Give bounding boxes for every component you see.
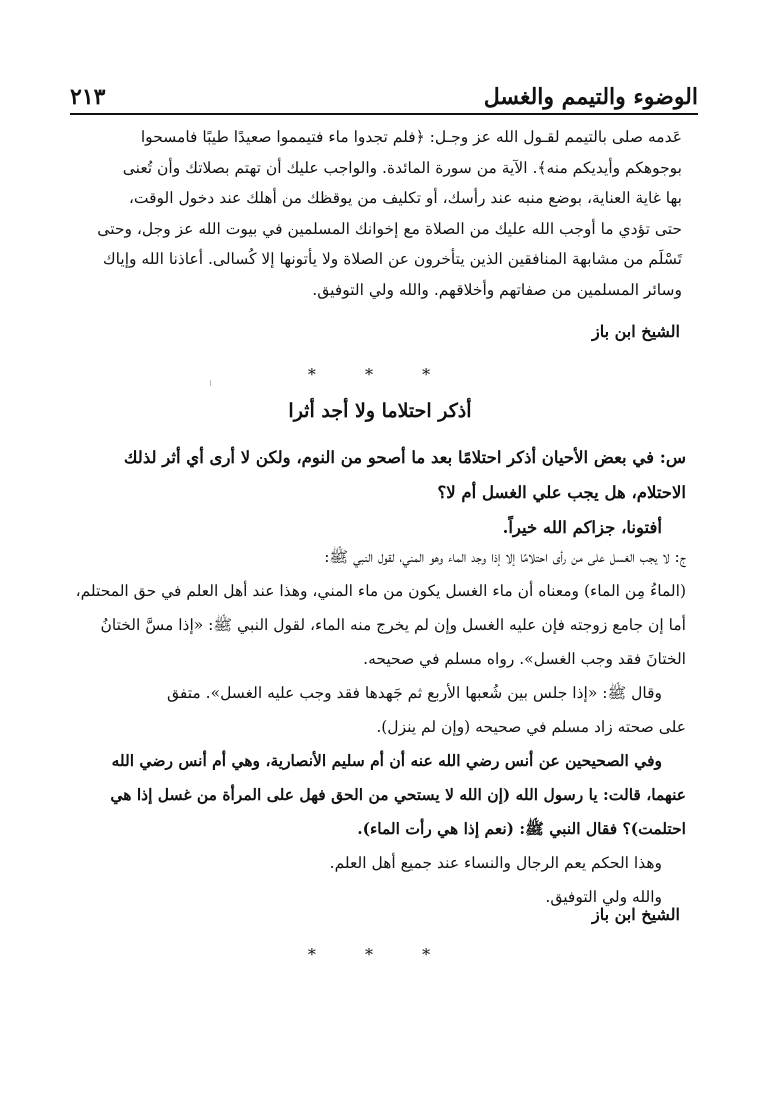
answer-line: (الماءُ مِن الماء) ومعناه أن ماء الغسل يكون من ماء المني، وهذا عند أهل العلم في حق المحتلم، [75, 582, 686, 600]
answer [74, 540, 686, 914]
answer-line: على صحته زاد مسلم في صحيحه (وإن لم ينزل). [376, 718, 686, 736]
text-line: عَدمه صلى بالتيمم لقـول الله عز وجـل: ﴿فلم تجدوا ماء فتيمموا صعيدًا طيبًا فامسحوا [140, 128, 682, 146]
answer-line: وقال ﷺ: «إذا جلس بين شُعبها الأربع ثم جَهدها فقد وجب عليه الغسل». متفق [166, 684, 662, 702]
section-heading: أذكر احتلاما ولا أجد أثرا [288, 400, 472, 422]
page-number: ٢١٣ [70, 84, 106, 110]
previous-answer-continuation [78, 122, 682, 306]
header-rule [70, 113, 698, 115]
question-line: س: في بعض الأحيان أذكر احتلامًا بعد ما أصحو من النوم، ولكن لا أرى أي أثر لذلك [123, 448, 686, 467]
signature: الشيخ ابن باز [591, 905, 680, 924]
text-line: بوجوهكم وأيديكم منه﴾. الآية من سورة المائدة. والواجب عليك أن تهتم بصلاتك وأن تُعنى [122, 158, 682, 177]
signature: الشيخ ابن باز [591, 322, 680, 341]
page-header [70, 78, 698, 110]
answer-line: وفي الصحيحين عن أنس رضي الله عنه أن أم سليم الأنصارية، وهي أم أنس رضي الله [111, 751, 662, 770]
section-divider: * * * [307, 365, 453, 384]
answer-line: الختانَ فقد وجب الغسل». رواه مسلم في صحيحه. [363, 650, 686, 668]
answer-line: والله ولي التوفيق. [545, 888, 662, 906]
scan-speck [210, 380, 211, 386]
section-divider: * * * [307, 945, 453, 964]
text-line: وسائر المسلمين من صفاتهم وأخلاقهم. والله ولي التوفيق. [312, 280, 682, 299]
text-line: تَسْلَم من مشابهة المنافقين الذين يتأخرون عن الصلاة ولا يأتونها إلا كُسالى. أعاذنا الله وإياك [102, 250, 682, 269]
answer-line: احتلمت)؟ فقال النبي ﷺ: (نعم إذا هي رأت الماء). [357, 819, 686, 838]
running-title: الوضوء والتيمم والغسل [483, 84, 698, 110]
answer-line: ج: لا يجب الغسل على من رأى احتلامًا إلا إذا وجد الماء وهو المني، لقول النبي ﷺ: [324, 548, 686, 566]
question-line: أفتونا، جزاكم الله خيراً. [502, 518, 662, 537]
text-line: بها غاية العناية، بوضع منبه عند رأسك، أو تكليف من يوقظك من أهلك عند دخول الوقت، [128, 189, 682, 208]
answer-line: عنهما، قالت: يا رسول الله (إن الله لا يستحي من الحق فهل على المرأة من غسل إذا هي [110, 785, 686, 804]
text-line: حتى تؤدي ما أوجب الله عليك من الصلاة مع إخوانك المسلمين في بيوت الله عز وجل، وحتى [97, 219, 682, 238]
question-line: الاحتلام، هل يجب علي الغسل أم لا؟ [437, 483, 686, 502]
question [74, 440, 686, 545]
answer-line: وهذا الحكم يعم الرجال والنساء عند جميع أهل العلم. [329, 854, 662, 872]
answer-line: أما إن جامع زوجته فإن عليه الغسل وإن لم يخرج منه الماء، لقول النبي ﷺ: «إذا مسَّ الختانُ [100, 616, 686, 634]
